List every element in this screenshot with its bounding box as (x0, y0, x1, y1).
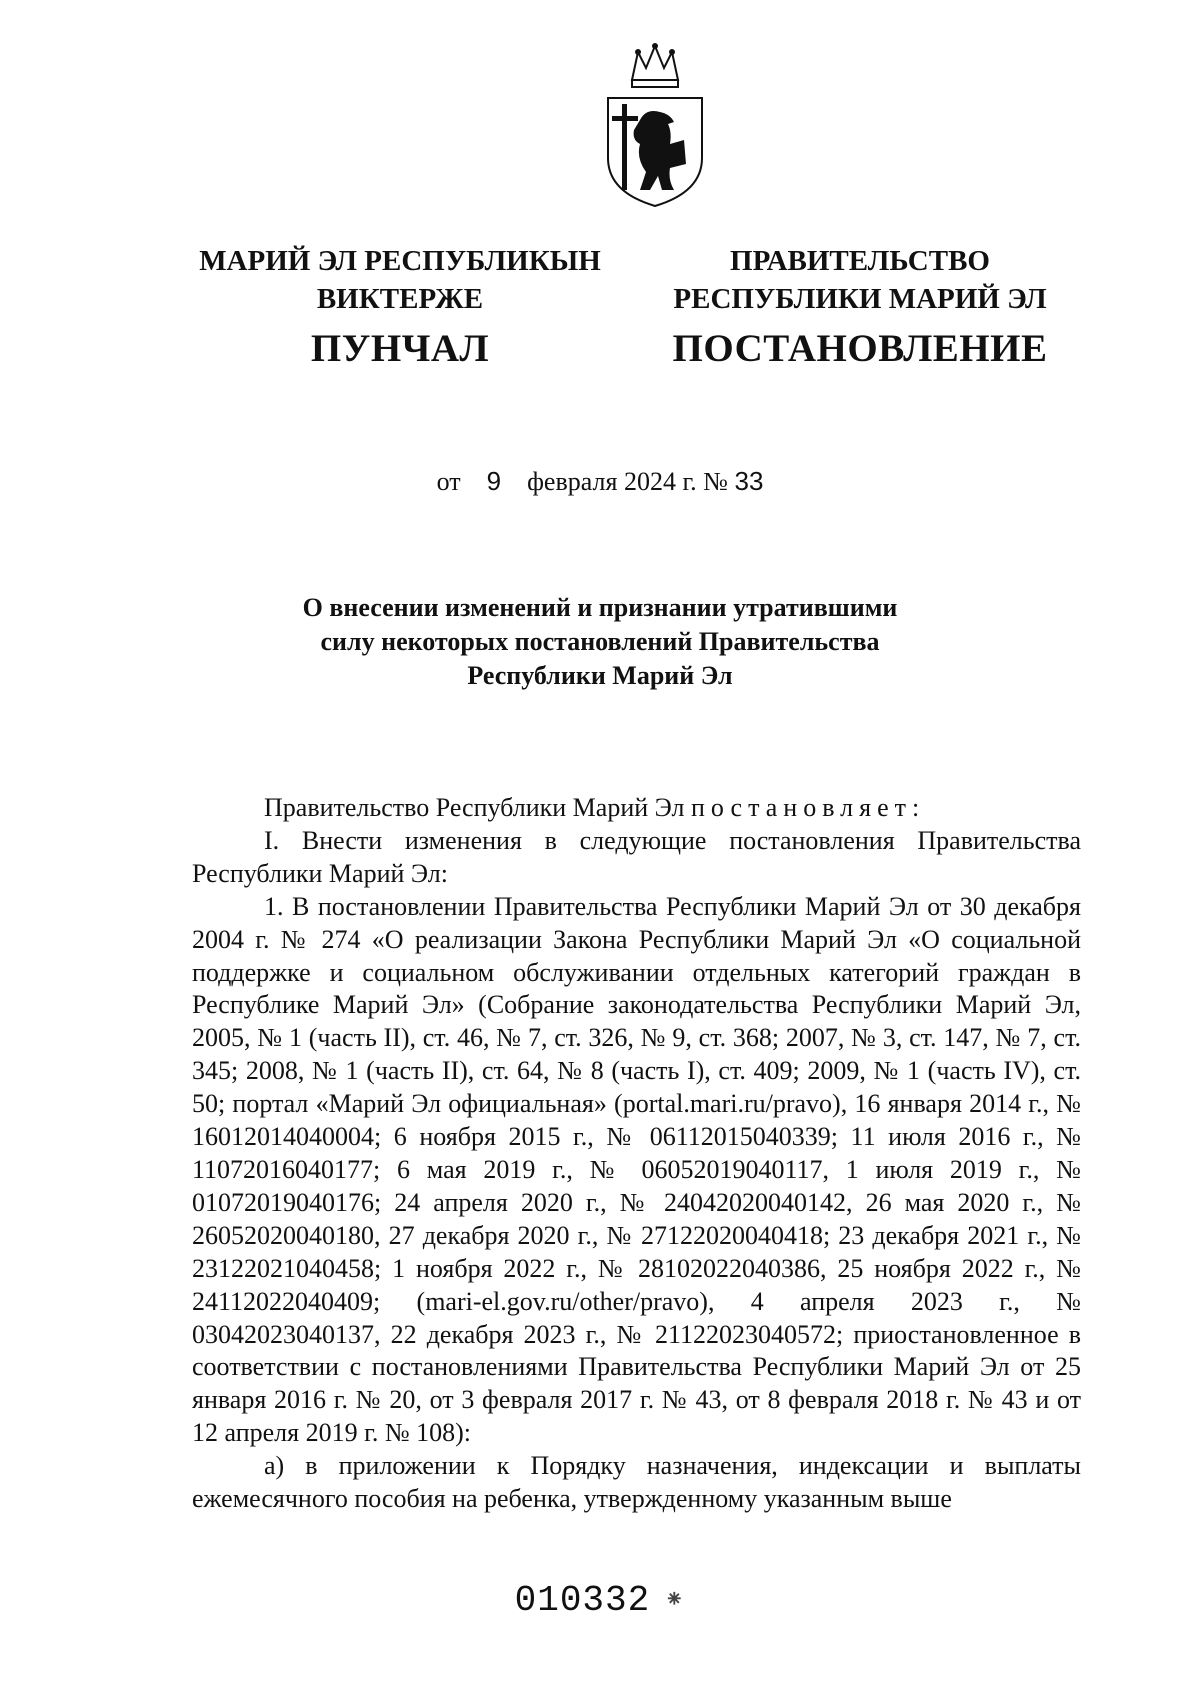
header-russian-line1: ПРАВИТЕЛЬСТВО (730, 245, 990, 277)
header-mari-line2: ВИКТЕРЖЕ (316, 283, 484, 315)
date-day: 9 (486, 466, 502, 496)
document-number: 33 (734, 466, 764, 496)
header-mari-doc-type: ПУНЧАЛ (310, 327, 490, 370)
title-line1: О внесении изменений и признании утратившими (302, 593, 898, 622)
header-russian-line2: РЕСПУБЛИКИ МАРИЙ ЭЛ (673, 283, 1047, 315)
intro-prefix: Правительство Республики Марий Эл (264, 793, 691, 822)
document-title (200, 591, 1000, 693)
title-line3: Республики Марий Эл (467, 661, 733, 690)
date-prefix: от (436, 467, 461, 496)
date-month-year: февраля 2024 г. № (527, 467, 728, 496)
item-a-paragraph: а) в приложении к Порядку назначения, индексации и выплаты ежемесячного пособия на ребенка, утвержденному указанным выше (192, 1451, 1081, 1514)
coat-of-arms-icon (600, 40, 710, 210)
item-i-paragraph: I. Внести изменения в следующие постановления Правительства Республики Марий Эл: (192, 825, 1081, 888)
intro-resolves: постановляет: (690, 793, 926, 822)
intro-paragraph (192, 792, 1081, 825)
item-1-paragraph: 1. В постановлении Правительства Республики Марий Эл от 30 декабря 2004 г. № 274 «О реализации Закона Республики Марий Эл «О социальной поддержке и социальном обслуживании отдельных категорий граждан в Республике Марий Эл» (Собрание законодательства Республики Марий Эл, 2005, № 1 (часть II), ст. 46, № 7, ст. 326, № 9, ст. 368; 2007, № 3, ст. 147, № 7, ст. 345; 2008, № 1 (часть II), ст. 64, № 8 (часть I), ст. 409; 2009, № 1 (часть IV), ст. 50; портал «Марий Эл официальная» (portal.mari.ru/pravo), 16 января 2014 г., № 16012014040004; 6 ноября 2015 г., № 06112015040339; 11 июля 2016 г., № 11072016040177; 6 мая 2019 г., № 06052019040117, 1 июля 2019 г., № 01072019040176; 24 апреля 2020 г., № 24042020040142, 26 мая 2020 г., № 26052020040180, 27 декабря 2020 г., № 27122020040418; 23 декабря 2021 г., № 23122021040458; 1 ноября 2022 г., № 28102022040386, 25 ноября 2022 г., № 24112022040409; (mari-el.gov.ru/other/pravo), 4 апреля 2023 г., № 03042023040137, 22 декабря 2023 г., № 21122023040572; приостановленное в соответствии с постановлениями Правительства Республики Марий Эл от 25 января 2016 г. № 20, от 3 февраля 2017 г. № 43, от 8 февраля 2018 г. № 43 и от 12 апреля 2019 г. № 108): (192, 891, 1081, 1448)
header-russian-doc-type: ПОСТАНОВЛЕНИЕ (672, 327, 1048, 370)
header-mari-line1: МАРИЙ ЭЛ РЕСПУБЛИКЫН (199, 245, 601, 277)
header-russian-block (640, 242, 1080, 368)
asterisk-mark-icon: ⁕ (664, 1588, 686, 1616)
title-line2: силу некоторых постановлений Правительства (320, 627, 880, 656)
document-body (192, 792, 1081, 1516)
header-mari-block (180, 242, 620, 368)
serial-number (0, 1580, 1200, 1621)
serial-number-text: 010332 (514, 1580, 651, 1621)
document-date-line (0, 466, 1200, 497)
